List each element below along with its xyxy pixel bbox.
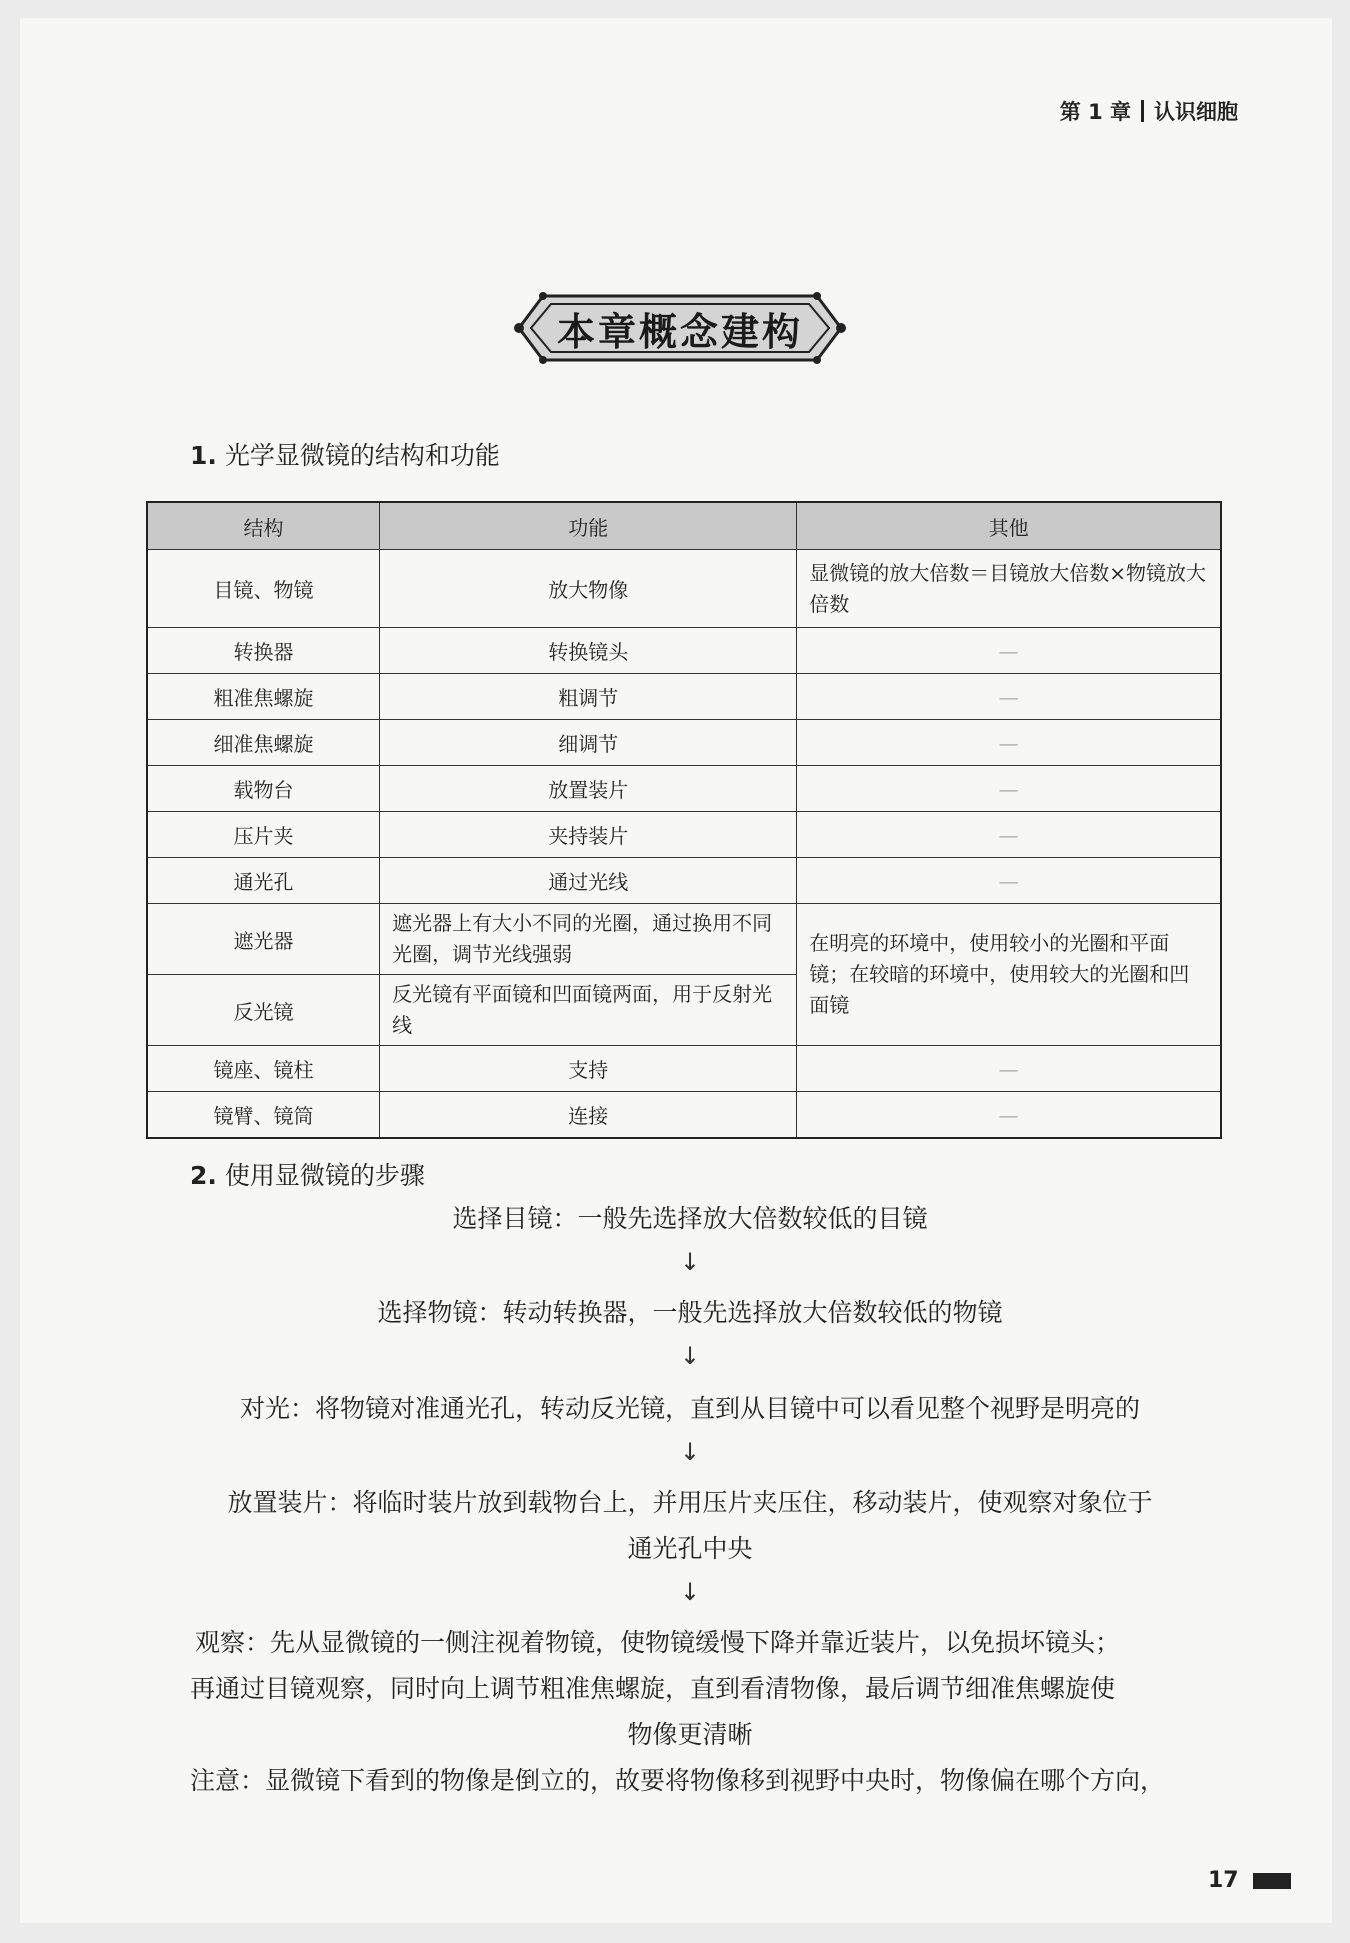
cell-function: 夹持装片 [380, 812, 797, 858]
section-2-number: 2. [190, 1161, 217, 1190]
cell-structure: 通光孔 [147, 858, 380, 904]
cell-function: 放置装片 [380, 766, 797, 812]
step-place-slide-line1: 放置装片：将临时装片放到载物台上，并用压片夹压住，移动装片，使观察对象位于 [227, 1488, 1153, 1517]
header-function: 功能 [380, 502, 797, 550]
cell-function: 遮光器上有大小不同的光圈，通过换用不同光圈，调节光线强弱 [380, 904, 797, 975]
header-other: 其他 [797, 502, 1221, 550]
badge-title: 本章概念建构 [556, 309, 803, 354]
cell-structure: 镜臂、镜筒 [147, 1092, 380, 1139]
concept-badge [505, 288, 855, 368]
table-row [147, 812, 1221, 858]
step-observe-line3: 物像更清晰 [627, 1720, 753, 1749]
section-1-title [190, 436, 500, 472]
cell-other: — [797, 812, 1221, 858]
table-row [147, 720, 1221, 766]
step-select-objective: 选择物镜：转动转换器，一般先选择放大倍数较低的物镜 [377, 1298, 1003, 1327]
cell-function: 放大物像 [380, 550, 797, 628]
header-structure: 结构 [147, 502, 380, 550]
section-2-text: 使用显微镜的步骤 [224, 1161, 425, 1190]
table-row [147, 904, 1221, 975]
step-select-eyepiece: 选择目镜：一般先选择放大倍数较低的目镜 [452, 1204, 928, 1233]
cell-structure: 遮光器 [147, 904, 380, 975]
table-row [147, 1092, 1221, 1139]
cell-structure: 目镜、物镜 [147, 550, 380, 628]
cell-structure: 镜座、镜柱 [147, 1046, 380, 1092]
cell-function: 通过光线 [380, 858, 797, 904]
section-2-title [190, 1156, 425, 1192]
cell-function: 连接 [380, 1092, 797, 1139]
cell-other: — [797, 674, 1221, 720]
page-number [1208, 1868, 1291, 1893]
cell-other: — [797, 720, 1221, 766]
table-row [147, 1046, 1221, 1092]
cell-function: 细调节 [380, 720, 797, 766]
cell-structure: 载物台 [147, 766, 380, 812]
cell-other: — [797, 766, 1221, 812]
chapter-title: 认识细胞 [1154, 100, 1238, 124]
section-1-number: 1. [190, 441, 217, 470]
cell-function: 粗调节 [380, 674, 797, 720]
cell-structure: 细准焦螺旋 [147, 720, 380, 766]
cell-other: 显微镜的放大倍数＝目镜放大倍数×物镜放大倍数 [797, 550, 1221, 628]
page-marker [1253, 1873, 1291, 1889]
arrow-down-icon: ↓ [680, 1248, 701, 1276]
cell-structure: 转换器 [147, 628, 380, 674]
cell-structure: 压片夹 [147, 812, 380, 858]
page-number-text: 17 [1208, 1868, 1239, 1893]
microscope-table [146, 501, 1222, 1139]
cell-structure: 反光镜 [147, 975, 380, 1046]
arrow-down-icon: ↓ [680, 1578, 701, 1606]
table-row [147, 858, 1221, 904]
cell-other: — [797, 858, 1221, 904]
chapter-number: 第 1 章 [1059, 100, 1131, 124]
table-row [147, 766, 1221, 812]
arrow-down-icon: ↓ [680, 1438, 701, 1466]
cell-function: 支持 [380, 1046, 797, 1092]
cell-function: 转换镜头 [380, 628, 797, 674]
step-place-slide-line2: 通光孔中央 [627, 1534, 753, 1563]
cell-other: — [797, 1092, 1221, 1139]
cell-function: 反光镜有平面镜和凹面镜两面，用于反射光线 [380, 975, 797, 1046]
step-observe-line2: 再通过目镜观察，同时向上调节粗准焦螺旋，直到看清物像，最后调节细准焦螺旋使 [190, 1674, 1116, 1703]
cell-other: — [797, 628, 1221, 674]
table-row [147, 628, 1221, 674]
running-header [1060, 96, 1238, 126]
cell-other: 在明亮的环境中，使用较小的光圈和平面镜；在较暗的环境中，使用较大的光圈和凹面镜 [797, 904, 1221, 1046]
table-row [147, 674, 1221, 720]
step-note: 注意：显微镜下看到的物像是倒立的，故要将物像移到视野中央时，物像偏在哪个方向， [190, 1766, 1166, 1795]
section-1-text: 光学显微镜的结构和功能 [224, 441, 500, 470]
cell-other: — [797, 1046, 1221, 1092]
step-observe-line1: 观察：先从显微镜的一侧注视着物镜，使物镜缓慢下降并靠近装片，以免损坏镜头； [195, 1628, 1121, 1657]
arrow-down-icon: ↓ [680, 1342, 701, 1370]
cell-structure: 粗准焦螺旋 [147, 674, 380, 720]
table-row [147, 550, 1221, 628]
header-divider [1141, 100, 1144, 122]
table-header-row [147, 502, 1221, 550]
step-light-alignment: 对光：将物镜对准通光孔，转动反光镜，直到从目镜中可以看见整个视野是明亮的 [239, 1394, 1140, 1423]
